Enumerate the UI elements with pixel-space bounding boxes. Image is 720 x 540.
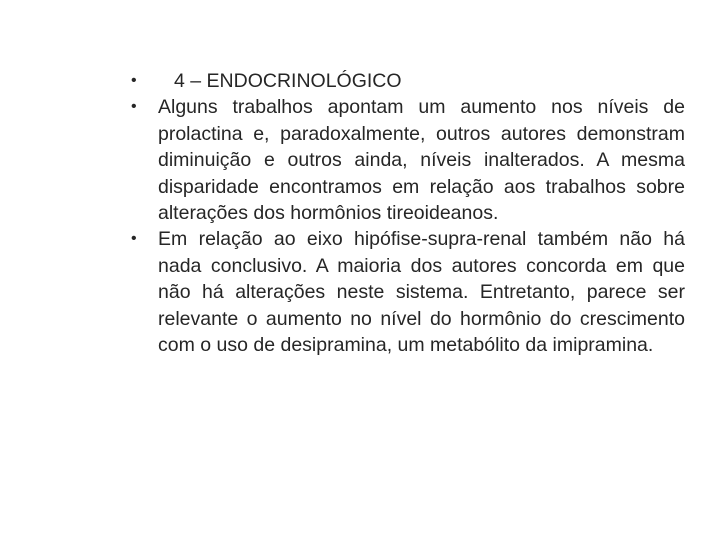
bullet-dot-icon: • [131,230,137,248]
bullet-dot-icon: • [131,72,137,89]
paragraph-prolactin: Alguns trabalhos apontam um aumento nos níveis de prolactina e, paradoxalmente, outros autores demonstram diminuição e outros ainda, níveis inalterados. A mesma disparidade encontramos em relação aos trabalhos sobre alterações dos hormônios tireoideanos. [158,96,685,225]
bullet-list [131,68,685,358]
bullet-dot-icon: • [131,98,137,116]
section-heading: 4 – ENDOCRINOLÓGICO [174,70,402,92]
paragraph-adrenal-axis: Em relação ao eixo hipófise-supra-renal também não há nada conclusivo. A maioria dos autores concorda em que não há alterações neste sistema. Entretanto, parece ser relevante o aumento no nível do hormônio do crescimento com o uso de desipramina, um metabólito da imipramina. [158,228,685,357]
bullet-item-prolactin [131,94,685,226]
bullet-item-heading [131,68,685,94]
bullet-item-adrenal-axis [131,226,685,358]
